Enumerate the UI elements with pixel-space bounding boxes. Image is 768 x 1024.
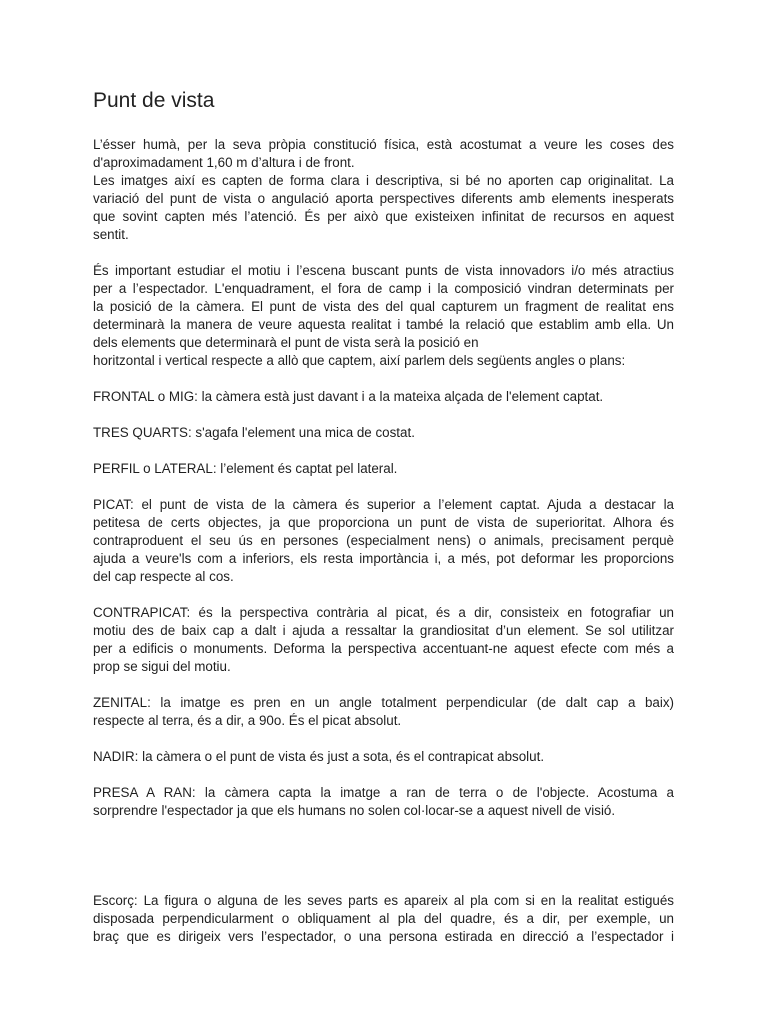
paragraph-picat <box>93 496 674 586</box>
text-line: la posició de la càmera. El punt de vista des del qual capturem un fragment de realitat ens <box>93 299 674 314</box>
paragraph-spacer <box>93 766 674 784</box>
text-line: CONTRAPICAT: és la perspectiva contrària al picat, és a dir, consisteix en fotografiar un <box>93 605 674 620</box>
text-line: prop se sigui del motiu. <box>93 659 231 674</box>
paragraph-important <box>93 262 674 370</box>
text-line: horitzontal i vertical respecte a allò que captem, així parlem dels següents angles o plans: <box>93 353 626 368</box>
paragraph-contrapicat <box>93 604 674 676</box>
text-line: contraproduent el seu ús en persones (especialment nens) o animals, precisament perquè <box>93 533 674 548</box>
text-line: PERFIL o LATERAL: l’element és captat pel lateral. <box>93 461 398 476</box>
paragraph-spacer <box>93 676 674 694</box>
text-line: per a edificis o monuments. Deforma la perspectiva accentuant-ne aquest efecte com més a <box>93 641 674 656</box>
text-line: determinarà la manera de veure aquesta realitat i també la relació que establim amb ella. Un <box>93 317 674 332</box>
paragraph-intro <box>93 136 674 244</box>
paragraph-tres-quarts <box>93 424 674 442</box>
text-line: motiu des de baix cap a dalt i ajuda a ressaltar la grandiositat d’un element. Se sol utilitzar <box>93 623 674 638</box>
paragraph-spacer <box>93 586 674 604</box>
paragraph-spacer <box>93 442 674 460</box>
text-line: petitesa de certs objectes, ja que proporciona un punt de vista de superioritat. Alhora és <box>93 515 674 530</box>
text-line: ajuda a veure'ls com a inferiors, els resta importància i, a més, pot deformar les proporcions <box>93 551 674 566</box>
paragraph-spacer <box>93 478 674 496</box>
text-line: per a l’espectador. L'enquadrament, el fora de camp i la composició vindran determinats per <box>93 281 674 296</box>
text-line: sentit. <box>93 227 129 242</box>
text-line: dels elements que determinarà el punt de vista serà la posició en <box>93 335 479 350</box>
paragraph-spacer <box>93 406 674 424</box>
text-line: L’ésser humà, per la seva pròpia constitució física, està acostumat a veure les coses des <box>93 137 674 152</box>
text-line: TRES QUARTS: s'agafa l'element una mica de costat. <box>93 425 415 440</box>
text-line: PRESA A RAN: la càmera capta la imatge a ran de terra o de l'objecte. Acostuma a <box>93 785 674 800</box>
text-line: del cap respecte al cos. <box>93 569 234 584</box>
text-line: ZENITAL: la imatge es pren en un angle totalment perpendicular (de dalt cap a baix) <box>93 695 674 710</box>
text-line: Les imatges així es capten de forma clara i descriptiva, si bé no aporten cap originalitat. La <box>93 173 674 188</box>
text-line: És important estudiar el motiu i l’escena buscant punts de vista innovadors i/o més atractius <box>93 263 674 278</box>
paragraph-nadir <box>93 748 674 766</box>
text-line: variació del punt de vista o angulació aporta perspectives diferents amb elements inesperats <box>93 191 674 206</box>
document-page <box>93 88 674 946</box>
paragraph-perfil <box>93 460 674 478</box>
text-line: disposada perpendicularment o obliquament al pla del quadre, és a dir, per exemple, un <box>93 911 674 926</box>
paragraph-zenital <box>93 694 674 730</box>
paragraph-spacer <box>93 730 674 748</box>
paragraph-frontal <box>93 388 674 406</box>
text-line: NADIR: la càmera o el punt de vista és just a sota, és el contrapicat absolut. <box>93 749 545 764</box>
text-line: que sovint capten més l’atenció. És per això que existeixen infinitat de recursos en aquest <box>93 209 674 224</box>
text-line: FRONTAL o MIG: la càmera està just davant i a la mateixa alçada de l'element captat. <box>93 389 604 404</box>
paragraph-spacer <box>93 820 674 892</box>
text-line: braç que es dirigeix vers l’espectador, o una persona estirada en direcció a l’espectador i <box>93 929 674 944</box>
paragraph-spacer <box>93 244 674 262</box>
text-line: respecte al terra, és a dir, a 90o. És el picat absolut. <box>93 713 402 728</box>
paragraph-spacer <box>93 370 674 388</box>
text-line: d'aproximadament 1,60 m d’altura i de front. <box>93 155 355 170</box>
text-line: Escorç: La figura o alguna de les seves parts es apareix al pla com si en la realitat estigués <box>93 893 674 908</box>
text-line: sorprendre l'espectador ja que els humans no solen col·locar-se a aquest nivell de visió. <box>93 803 616 818</box>
page-title: Punt de vista <box>93 89 215 112</box>
paragraph-escorc <box>93 892 674 946</box>
text-line: PICAT: el punt de vista de la càmera és superior a l’element captat. Ajuda a destacar la <box>93 497 674 512</box>
paragraph-presa-a-ran <box>93 784 674 820</box>
